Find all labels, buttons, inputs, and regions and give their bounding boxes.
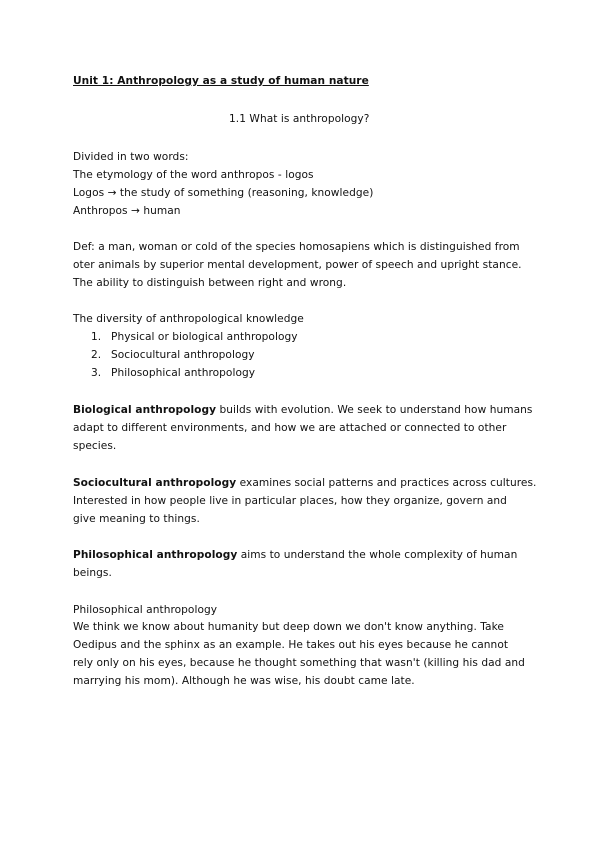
definition-line: Def: a man, woman or cold of the species homosapiens which is distinguished from (73, 241, 520, 253)
philosophical-note-line: rely only on his eyes, because he thought something that wasn't (killing his dad and (73, 657, 525, 669)
list-item-number: 1. (91, 331, 102, 343)
philosophical-note-line: We think we know about humanity but deep down we don't know anything. Take (73, 621, 504, 633)
philosophical-term: Philosophical anthropology (73, 549, 238, 561)
list-item-text: Sociocultural anthropology (111, 349, 255, 361)
etymology-intro: Divided in two words: (73, 151, 189, 163)
philosophical-note-line: Oedipus and the sphinx as an example. He takes out his eyes because he cannot (73, 639, 509, 651)
philosophical-text: aims to understand the whole complexity of human (237, 549, 518, 561)
sociocultural-text: examines social patterns and practices across cultures. (236, 477, 537, 489)
philosophical-paragraph-line: beings. (73, 567, 112, 579)
list-item-text: Philosophical anthropology (111, 367, 256, 379)
sociocultural-paragraph-line: Interested in how people live in particular places, how they organize, govern and (73, 495, 507, 507)
biological-paragraph-line: adapt to different environments, and how we are attached or connected to other (73, 422, 507, 434)
definition-line: oter animals by superior mental development, power of speech and upright stance. (73, 259, 522, 271)
sociocultural-term: Sociocultural anthropology (73, 477, 237, 489)
list-item (91, 330, 298, 344)
philosophical-paragraph-line (73, 548, 517, 562)
definition-line: The ability to distinguish between right and wrong. (73, 277, 347, 289)
philosophical-note-heading: Philosophical anthropology (73, 604, 218, 616)
sociocultural-paragraph-line (73, 476, 536, 490)
list-item-number: 3. (91, 367, 102, 379)
etymology-line: Logos → the study of something (reasoning, knowledge) (73, 187, 374, 199)
biological-paragraph-line: species. (73, 440, 117, 452)
section-heading: 1.1 What is anthropology? (229, 113, 370, 125)
list-item (91, 348, 255, 362)
etymology-line: The etymology of the word anthropos - logos (73, 169, 314, 181)
list-item (91, 366, 255, 380)
biological-term: Biological anthropology (73, 404, 217, 416)
list-item-number: 2. (91, 349, 102, 361)
diversity-heading: The diversity of anthropological knowledge (73, 313, 304, 325)
etymology-line: Anthropos → human (73, 205, 181, 217)
document-title: Unit 1: Anthropology as a study of human nature (73, 75, 369, 87)
biological-paragraph-line (73, 403, 532, 417)
biological-text: builds with evolution. We seek to understand how humans (216, 404, 533, 416)
list-item-text: Physical or biological anthropology (111, 331, 298, 343)
sociocultural-paragraph-line: give meaning to things. (73, 513, 200, 525)
philosophical-note-line: marrying his mom). Although he was wise, his doubt came late. (73, 675, 415, 687)
